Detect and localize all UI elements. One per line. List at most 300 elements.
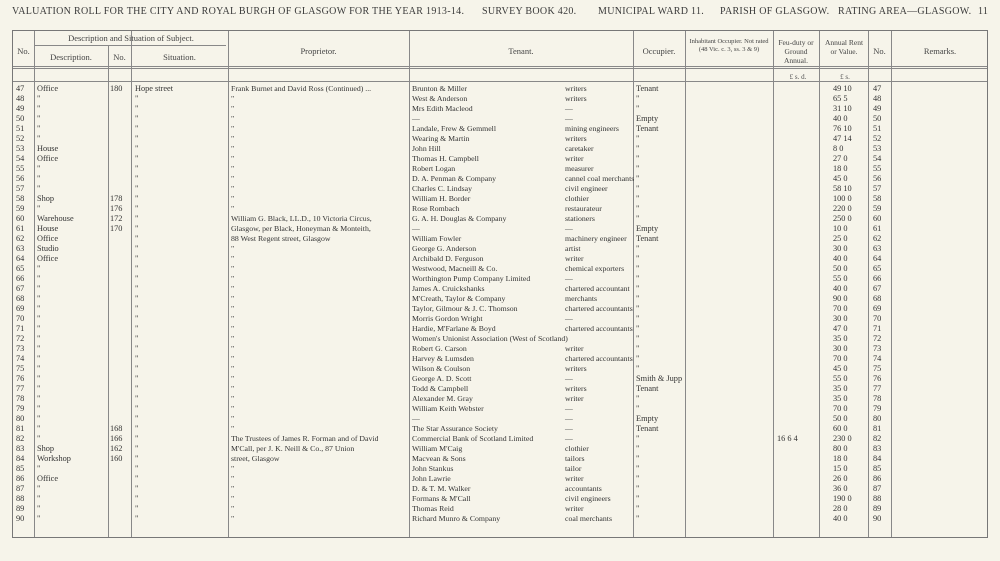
- row-proprietor: ": [231, 174, 235, 183]
- row-description: ": [37, 344, 41, 353]
- row-situation: ": [135, 334, 139, 343]
- row-number: 53: [16, 144, 25, 153]
- row-situation: ": [135, 214, 139, 223]
- row-number-repeat: 48: [873, 94, 882, 103]
- row-tenant: Robert G. Carson: [412, 344, 467, 353]
- row-rent: 18 0: [833, 454, 848, 463]
- col-proprietor: Proprietor.: [300, 46, 337, 56]
- table-row: [13, 264, 989, 274]
- row-tenant: Women's Unionist Association (West of Scotland): [412, 334, 568, 343]
- row-situation: ": [135, 194, 139, 203]
- row-occupier: ": [636, 334, 640, 343]
- row-rent: 27 0: [833, 154, 848, 163]
- row-number-repeat: 86: [873, 474, 882, 483]
- row-number-repeat: 68: [873, 294, 882, 303]
- row-rent: 35 0: [833, 384, 848, 393]
- row-tenant: William M'Caig: [412, 444, 463, 453]
- row-rent: 80 0: [833, 444, 848, 453]
- row-proprietor: ": [231, 324, 235, 333]
- col-no: No.: [17, 46, 30, 56]
- row-number: 77: [16, 384, 25, 393]
- row-description: ": [37, 514, 41, 523]
- row-number-repeat: 69: [873, 304, 882, 313]
- row-description: House: [37, 144, 59, 153]
- table-row: [13, 364, 989, 374]
- row-tenant: John Hill: [412, 144, 441, 153]
- row-number-repeat: 88: [873, 494, 882, 503]
- row-rent: 28 0: [833, 504, 848, 513]
- row-tenant: Thomas H. Campbell: [412, 154, 479, 163]
- row-proprietor: ": [231, 144, 235, 153]
- row-number: 90: [16, 514, 25, 523]
- row-occupier: ": [636, 504, 640, 513]
- row-situation: ": [135, 244, 139, 253]
- row-rent: 40 0: [833, 254, 848, 263]
- row-rent: 58 10: [833, 184, 852, 193]
- table-row: [13, 424, 989, 434]
- row-occupier: ": [636, 184, 640, 193]
- row-description: ": [37, 104, 41, 113]
- table-row: [13, 134, 989, 144]
- row-profession: writers: [565, 94, 587, 103]
- row-description: ": [37, 494, 41, 503]
- row-rent: 40 0: [833, 114, 848, 123]
- row-description: ": [37, 404, 41, 413]
- row-rent: 31 10: [833, 104, 852, 113]
- row-profession: mining engineers: [565, 124, 619, 133]
- row-tenant: M'Creath, Taylor & Company: [412, 294, 506, 303]
- row-number: 83: [16, 444, 25, 453]
- row-number-repeat: 71: [873, 324, 882, 333]
- row-tenant: Westwood, Macneill & Co.: [412, 264, 498, 273]
- row-number-repeat: 75: [873, 364, 882, 373]
- row-proprietor: ": [231, 414, 235, 423]
- row-situation: ": [135, 394, 139, 403]
- row-number-repeat: 63: [873, 244, 882, 253]
- row-house-number: 160: [110, 454, 123, 463]
- row-situation: ": [135, 404, 139, 413]
- row-number: 84: [16, 454, 25, 463]
- row-description: ": [37, 384, 41, 393]
- row-description: Office: [37, 84, 59, 93]
- col-occupier: Occupier.: [642, 46, 676, 56]
- row-profession: clothier: [565, 194, 589, 203]
- row-profession: writer: [565, 474, 584, 483]
- row-tenant: John Stankus: [412, 464, 454, 473]
- row-tenant: James A. Cruickshanks: [412, 284, 485, 293]
- row-number-repeat: 70: [873, 314, 882, 323]
- row-tenant: G. A. H. Douglas & Company: [412, 214, 507, 223]
- row-proprietor: ": [231, 274, 235, 283]
- row-proprietor: ": [231, 364, 235, 373]
- page-number: 11: [978, 6, 989, 17]
- municipal-ward: MUNICIPAL WARD 11.: [598, 6, 705, 17]
- row-number: 57: [16, 184, 25, 193]
- row-description: ": [37, 304, 41, 313]
- row-number-repeat: 80: [873, 414, 882, 423]
- row-situation: ": [135, 144, 139, 153]
- row-occupier: ": [636, 274, 640, 283]
- row-proprietor: 88 West Regent street, Glasgow: [231, 234, 331, 243]
- row-profession: civil engineers: [565, 494, 611, 503]
- row-number: 69: [16, 304, 25, 313]
- row-rent: 70 0: [833, 304, 848, 313]
- row-situation: ": [135, 264, 139, 273]
- row-description: Workshop: [37, 454, 71, 463]
- row-occupier: ": [636, 354, 640, 363]
- roll-title: VALUATION ROLL FOR THE CITY AND ROYAL BURGH OF GLASGOW FOR THE YEAR 1913-14.: [12, 6, 465, 17]
- row-profession: coal merchants: [565, 514, 612, 523]
- table-row: [13, 204, 989, 214]
- row-number: 58: [16, 194, 25, 203]
- row-house-number: 178: [110, 194, 123, 203]
- row-occupier: ": [636, 494, 640, 503]
- row-number-repeat: 58: [873, 194, 882, 203]
- row-number: 51: [16, 124, 25, 133]
- table-row: [13, 464, 989, 474]
- row-rent: 18 0: [833, 164, 848, 173]
- row-profession: caretaker: [565, 144, 594, 153]
- row-number: 86: [16, 474, 25, 483]
- row-occupier: ": [636, 214, 640, 223]
- row-tenant: George G. Anderson: [412, 244, 477, 253]
- row-proprietor: ": [231, 394, 235, 403]
- row-rent: 55 0: [833, 274, 848, 283]
- row-number: 67: [16, 284, 25, 293]
- row-number-repeat: 81: [873, 424, 882, 433]
- row-situation: ": [135, 164, 139, 173]
- row-tenant: —: [412, 224, 420, 233]
- row-situation: ": [135, 224, 139, 233]
- table-row: [13, 504, 989, 514]
- row-description: ": [37, 394, 41, 403]
- row-proprietor: ": [231, 194, 235, 203]
- table-row: [13, 164, 989, 174]
- row-number: 72: [16, 334, 25, 343]
- row-profession: —: [565, 414, 573, 423]
- table-row: [13, 484, 989, 494]
- row-number-repeat: 53: [873, 144, 882, 153]
- table-row: [13, 114, 989, 124]
- table-row: [13, 254, 989, 264]
- table-row: [13, 404, 989, 414]
- feu-units: £ s. d.: [789, 73, 807, 81]
- row-house-number: 166: [110, 434, 123, 443]
- row-number: 62: [16, 234, 25, 243]
- row-occupier: ": [636, 174, 640, 183]
- row-rent: 100 0: [833, 194, 852, 203]
- row-profession: —: [565, 224, 573, 233]
- table-row: [13, 514, 989, 524]
- row-number-repeat: 76: [873, 374, 882, 383]
- row-number: 50: [16, 114, 25, 123]
- table-row: [13, 294, 989, 304]
- row-proprietor: ": [231, 154, 235, 163]
- row-tenant: Thomas Reid: [412, 504, 454, 513]
- rent-units: £ s.: [840, 73, 850, 81]
- row-occupier: ": [636, 104, 640, 113]
- row-occupier: ": [636, 314, 640, 323]
- row-number-repeat: 57: [873, 184, 882, 193]
- row-description: ": [37, 134, 41, 143]
- row-occupier: Tenant: [636, 424, 659, 433]
- row-situation: ": [135, 254, 139, 263]
- row-occupier: Empty: [636, 414, 659, 423]
- row-situation: ": [135, 314, 139, 323]
- row-tenant: Hardie, M'Farlane & Boyd: [412, 324, 496, 333]
- row-number-repeat: 87: [873, 484, 882, 493]
- col-feu-duty: Feu-duty or Ground Annual.: [778, 38, 814, 65]
- row-number-repeat: 78: [873, 394, 882, 403]
- row-proprietor: ": [231, 314, 235, 323]
- row-rent: 50 0: [833, 414, 848, 423]
- row-description: ": [37, 504, 41, 513]
- row-occupier: ": [636, 94, 640, 103]
- row-number: 55: [16, 164, 25, 173]
- row-situation: ": [135, 294, 139, 303]
- row-description: Office: [37, 254, 59, 263]
- row-proprietor: ": [231, 424, 235, 433]
- row-profession: writer: [565, 504, 584, 513]
- row-house-number: 176: [110, 204, 123, 213]
- row-situation: ": [135, 284, 139, 293]
- row-number-repeat: 54: [873, 154, 882, 163]
- row-situation: ": [135, 124, 139, 133]
- col-inhabitant-occupier: Inhabitant Occupier. Not rated (48 Vic. c. 3, ss. 3 & 9): [689, 38, 769, 53]
- row-occupier: ": [636, 154, 640, 163]
- row-number: 64: [16, 254, 25, 263]
- row-number-repeat: 65: [873, 264, 882, 273]
- row-profession: chartered accountants: [565, 324, 633, 333]
- row-tenant: D. & T. M. Walker: [412, 484, 471, 493]
- row-proprietor: ": [231, 94, 235, 103]
- row-proprietor: ": [231, 284, 235, 293]
- row-tenant: George A. D. Scott: [412, 374, 472, 383]
- row-situation: ": [135, 324, 139, 333]
- row-proprietor: ": [231, 494, 235, 503]
- row-tenant: Wearing & Martin: [412, 134, 470, 143]
- rating-area: RATING AREA—GLASGOW.: [838, 6, 972, 17]
- table-row: [13, 154, 989, 164]
- row-tenant: The Star Assurance Society: [412, 424, 498, 433]
- row-proprietor: ": [231, 204, 235, 213]
- row-profession: machinery engineer: [565, 234, 627, 243]
- row-tenant: Morris Gordon Wright: [412, 314, 483, 323]
- row-rent: 30 0: [833, 344, 848, 353]
- row-proprietor: ": [231, 484, 235, 493]
- row-tenant: Charles C. Lindsay: [412, 184, 472, 193]
- row-rent: 55 0: [833, 374, 848, 383]
- row-tenant: Commercial Bank of Scotland Limited: [412, 434, 534, 443]
- row-occupier: ": [636, 474, 640, 483]
- row-house-number: 162: [110, 444, 123, 453]
- row-tenant: —: [412, 114, 420, 123]
- row-rent: 40 0: [833, 514, 848, 523]
- row-description: ": [37, 114, 41, 123]
- row-occupier: ": [636, 204, 640, 213]
- row-number: 49: [16, 104, 25, 113]
- row-profession: —: [565, 104, 573, 113]
- row-description: ": [37, 294, 41, 303]
- row-description: House: [37, 224, 59, 233]
- row-number: 75: [16, 364, 25, 373]
- table-row: [13, 184, 989, 194]
- row-number-repeat: 62: [873, 234, 882, 243]
- row-tenant: Alexander M. Gray: [412, 394, 473, 403]
- row-tenant: Macvean & Sons: [412, 454, 466, 463]
- row-house-number: 168: [110, 424, 123, 433]
- row-house-number: 172: [110, 214, 123, 223]
- row-situation: ": [135, 464, 139, 473]
- row-occupier: ": [636, 514, 640, 523]
- table-row: [13, 274, 989, 284]
- row-occupier: ": [636, 404, 640, 413]
- row-proprietor: street, Glasgow: [231, 454, 280, 463]
- row-proprietor: ": [231, 104, 235, 113]
- table-row: [13, 144, 989, 154]
- col-house-number: No.: [113, 52, 126, 62]
- row-proprietor: William G. Black, LL.D., 10 Victoria Circus,: [231, 214, 372, 223]
- row-tenant: Landale, Frew & Gemmell: [412, 124, 497, 133]
- col-description: Description.: [50, 52, 92, 62]
- row-rent: 50 0: [833, 264, 848, 273]
- row-description: ": [37, 124, 41, 133]
- row-number: 68: [16, 294, 25, 303]
- table-row: [13, 444, 989, 454]
- row-tenant: Todd & Campbell: [412, 384, 469, 393]
- row-proprietor: ": [231, 374, 235, 383]
- row-profession: —: [565, 434, 573, 443]
- col-annual-rent: Annual Rent or Value.: [824, 38, 864, 56]
- row-occupier: Tenant: [636, 384, 659, 393]
- row-rent: 10 0: [833, 224, 848, 233]
- row-number-repeat: 50: [873, 114, 882, 123]
- row-profession: writers: [565, 84, 587, 93]
- row-situation: ": [135, 444, 139, 453]
- table-row: [13, 174, 989, 184]
- row-description: ": [37, 434, 41, 443]
- row-occupier: ": [636, 194, 640, 203]
- valuation-table: [12, 30, 988, 538]
- row-proprietor: ": [231, 254, 235, 263]
- row-occupier: Smith & Jupp: [636, 374, 683, 383]
- row-number: 78: [16, 394, 25, 403]
- row-number: 79: [16, 404, 25, 413]
- row-tenant: Archibald D. Ferguson: [412, 254, 484, 263]
- row-rent: 70 0: [833, 404, 848, 413]
- row-occupier: ": [636, 254, 640, 263]
- row-situation: ": [135, 154, 139, 163]
- col-no-repeat: No.: [873, 46, 886, 56]
- col-group-description: Description and Situation of Subject.: [68, 33, 194, 43]
- row-situation: ": [135, 94, 139, 103]
- table-row: [13, 474, 989, 484]
- row-description: ": [37, 184, 41, 193]
- row-occupier: ": [636, 284, 640, 293]
- row-number: 80: [16, 414, 25, 423]
- table-row: [13, 354, 989, 364]
- row-number: 88: [16, 494, 25, 503]
- row-occupier: ": [636, 454, 640, 463]
- table-row: [13, 104, 989, 114]
- row-number: 63: [16, 244, 25, 253]
- row-situation: ": [135, 234, 139, 243]
- row-rent: 76 10: [833, 124, 852, 133]
- row-tenant: Harvey & Lumsden: [412, 354, 474, 363]
- row-rent: 26 0: [833, 474, 848, 483]
- row-profession: writers: [565, 384, 587, 393]
- row-tenant: Richard Munro & Company: [412, 514, 501, 523]
- row-occupier: ": [636, 244, 640, 253]
- row-feu-duty: 16 6 4: [777, 434, 798, 443]
- row-occupier: ": [636, 164, 640, 173]
- row-profession: merchants: [565, 294, 598, 303]
- row-situation: ": [135, 514, 139, 523]
- row-occupier: Tenant: [636, 124, 659, 133]
- table-row: [13, 94, 989, 104]
- row-number-repeat: 89: [873, 504, 882, 513]
- row-profession: —: [565, 404, 573, 413]
- row-situation: ": [135, 174, 139, 183]
- row-number: 61: [16, 224, 25, 233]
- row-occupier: Tenant: [636, 84, 659, 93]
- row-profession: writer: [565, 154, 584, 163]
- table-row: [13, 124, 989, 134]
- row-tenant: Worthington Pump Company Limited: [412, 274, 531, 283]
- row-description: ": [37, 464, 41, 473]
- table-row: [13, 344, 989, 354]
- row-rent: 30 0: [833, 244, 848, 253]
- table-row: [13, 234, 989, 244]
- row-number-repeat: 59: [873, 204, 882, 213]
- row-description: ": [37, 334, 41, 343]
- table-row: [13, 384, 989, 394]
- row-description: Shop: [37, 194, 55, 203]
- row-situation: ": [135, 364, 139, 373]
- table-row: [13, 434, 989, 444]
- row-profession: measurer: [565, 164, 594, 173]
- row-description: ": [37, 424, 41, 433]
- row-number-repeat: 85: [873, 464, 882, 473]
- row-tenant: Mrs Edith Macleod: [412, 104, 473, 113]
- row-number-repeat: 82: [873, 434, 882, 443]
- row-proprietor: ": [231, 344, 235, 353]
- row-proprietor: ": [231, 384, 235, 393]
- row-number-repeat: 74: [873, 354, 882, 363]
- row-occupier: ": [636, 364, 640, 373]
- row-tenant: —: [412, 414, 420, 423]
- row-profession: tailors: [565, 454, 585, 463]
- row-profession: restaurateur: [565, 204, 602, 213]
- row-profession: clothier: [565, 444, 589, 453]
- col-situation: Situation.: [163, 52, 196, 62]
- row-profession: —: [565, 374, 573, 383]
- row-number-repeat: 77: [873, 384, 882, 393]
- row-occupier: ": [636, 434, 640, 443]
- row-description: ": [37, 94, 41, 103]
- row-profession: chartered accountants: [565, 354, 633, 363]
- row-description: Studio: [37, 244, 59, 253]
- row-number: 70: [16, 314, 25, 323]
- row-rent: 8 0: [833, 144, 844, 153]
- row-number-repeat: 84: [873, 454, 882, 463]
- row-rent: 30 0: [833, 314, 848, 323]
- row-proprietor: ": [231, 304, 235, 313]
- row-occupier: ": [636, 394, 640, 403]
- row-number: 73: [16, 344, 25, 353]
- row-number-repeat: 47: [873, 84, 882, 93]
- row-profession: cannel coal merchants: [565, 174, 635, 183]
